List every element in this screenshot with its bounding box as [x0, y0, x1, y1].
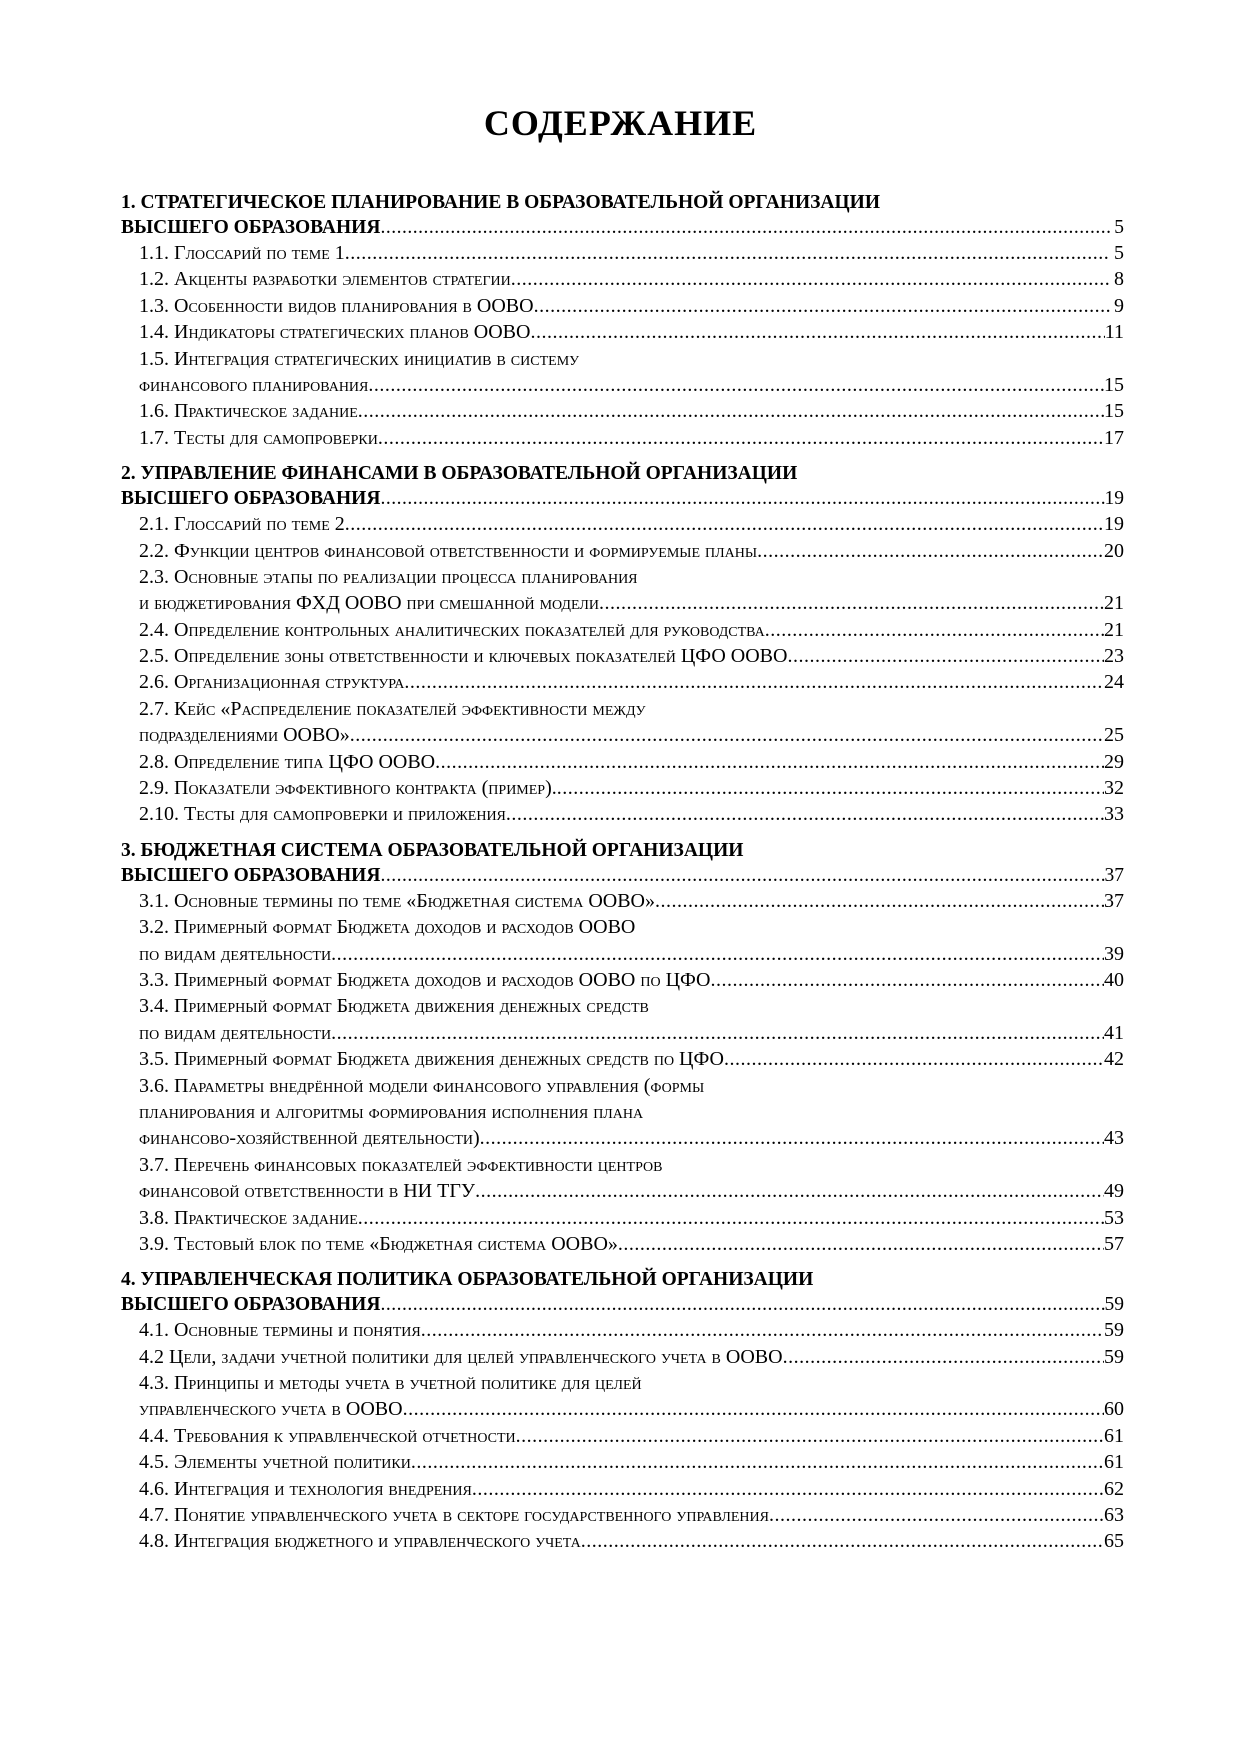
toc-entry[interactable]: [121, 1046, 1124, 1072]
dot-leader: [516, 1423, 1104, 1449]
entry-text: 2.9. Показатели эффективного контракта (пример).: [139, 777, 557, 800]
entry-text: 2.5. Определение зоны ответственности и ключевых показателей ЦФО ООВО: [139, 645, 788, 668]
entry-text: ВЫСШЕГО ОБРАЗОВАНИЯ: [121, 488, 381, 510]
toc-entry[interactable]: [121, 319, 1124, 345]
page-number: 61: [1104, 1451, 1124, 1474]
page-number: 25: [1104, 724, 1124, 747]
dot-leader: [331, 941, 1104, 967]
dot-leader: [331, 1020, 1104, 1046]
entry-text: 3. БЮДЖЕТНАЯ СИСТЕМА ОБРАЗОВАТЕЛЬНОЙ ОРГАНИЗАЦИИ: [121, 839, 744, 861]
chapter-section: [121, 190, 1124, 451]
dot-leader: [421, 1317, 1104, 1343]
dot-leader: [511, 266, 1110, 292]
dot-leader: [411, 1449, 1104, 1475]
page-number: 20: [1104, 539, 1124, 562]
page-title: СОДЕРЖАНИЕ: [483, 103, 758, 143]
entry-text: 3.6. Параметры внедрённой модели финансового управления (формы: [139, 1074, 705, 1097]
toc-entry[interactable]: [121, 1502, 1124, 1528]
dot-leader: [534, 293, 1110, 319]
toc-entry[interactable]: [121, 398, 1124, 424]
page-number: 21: [1104, 592, 1124, 615]
toc-entry[interactable]: [121, 1125, 1124, 1151]
dot-leader: [480, 1125, 1104, 1151]
entry-text: 1.1. Глоссарий по теме 1: [139, 242, 345, 264]
toc-entry[interactable]: [121, 722, 1124, 748]
toc-entry[interactable]: [121, 1317, 1124, 1343]
chapter-section: [121, 838, 1124, 1257]
entry-text: подразделениями ООВО»: [139, 724, 350, 747]
entry-text: 3.8. Практическое задание: [139, 1206, 358, 1229]
page-number: 65: [1104, 1530, 1124, 1553]
dot-leader: [345, 240, 1110, 266]
toc-entry[interactable]: [121, 801, 1124, 827]
chapter-heading-entry[interactable]: [121, 863, 1124, 888]
entry-text: 4.1. Основные термины и понятия: [139, 1319, 421, 1342]
chapter-heading-entry[interactable]: [121, 486, 1124, 511]
toc-entry[interactable]: [121, 425, 1124, 451]
dot-leader: [618, 1231, 1104, 1257]
toc-entry[interactable]: [121, 775, 1124, 801]
dot-leader: [380, 486, 1104, 511]
page-number: 43: [1104, 1127, 1124, 1150]
dot-leader: [787, 643, 1104, 669]
entry-text: ВЫСШЕГО ОБРАЗОВАНИЯ: [121, 864, 381, 886]
dot-leader: [783, 1344, 1104, 1370]
entry-text: 2. УПРАВЛЕНИЕ ФИНАНСАМИ В ОБРАЗОВАТЕЛЬНОЙ ОРГАНИЗАЦИИ: [121, 463, 798, 485]
entry-text: 3.4. Примерный формат Бюджета движения денежных средств: [139, 995, 649, 1018]
page-number: 17: [1104, 426, 1124, 449]
page-number: 5: [1114, 217, 1124, 238]
toc-entry[interactable]: [121, 346, 1124, 372]
page-number: 59: [1104, 1345, 1124, 1368]
page-number: 32: [1104, 777, 1124, 800]
entry-text: 1.5. Интеграция стратегических инициатив в систему: [139, 347, 580, 370]
toc-entry[interactable]: [121, 1099, 1124, 1125]
page-number: 8: [1114, 268, 1124, 291]
chapter-heading[interactable]: [121, 1267, 1124, 1292]
toc-entry[interactable]: [121, 749, 1124, 775]
dot-leader: [350, 722, 1104, 748]
page-number: 19: [1104, 488, 1124, 510]
page-number: 63: [1104, 1504, 1124, 1527]
entry-text: 4.2 Цели, задачи учетной политики для целей управленческого учета в ООВО: [139, 1345, 783, 1368]
toc-entry[interactable]: [121, 1073, 1124, 1099]
page-number: 37: [1104, 889, 1124, 912]
toc-entry[interactable]: [121, 1344, 1124, 1370]
toc-entry[interactable]: [121, 590, 1124, 616]
toc-entry[interactable]: [121, 643, 1124, 669]
page-number: 62: [1104, 1477, 1124, 1500]
toc-entry[interactable]: [121, 617, 1124, 643]
toc-entry[interactable]: [121, 1528, 1124, 1554]
entry-text: 3.9. Тестовый блок по теме «Бюджетная система ООВО»: [139, 1232, 618, 1255]
entry-text: 1. СТРАТЕГИЧЕСКОЕ ПЛАНИРОВАНИЕ В ОБРАЗОВАТЕЛЬНОЙ ОРГАНИЗАЦИИ: [121, 192, 880, 213]
dot-leader: [724, 1046, 1104, 1072]
dot-leader: [435, 749, 1104, 775]
dot-leader: [557, 775, 1104, 801]
dot-leader: [403, 1396, 1104, 1422]
dot-leader: [472, 1476, 1104, 1502]
dot-leader: [769, 1502, 1104, 1528]
toc-entry[interactable]: [121, 293, 1124, 319]
entry-text: 2.8. Определение типа ЦФО ООВО: [139, 750, 436, 773]
page-number: 40: [1104, 968, 1124, 991]
dot-leader: [345, 511, 1104, 537]
dot-leader: [380, 863, 1104, 888]
entry-text: 1.2. Акценты разработки элементов стратегии: [139, 268, 511, 291]
dot-leader: [765, 617, 1104, 643]
dot-leader: [711, 967, 1105, 993]
page-number: 9: [1114, 294, 1124, 317]
dot-leader: [599, 590, 1104, 616]
page-number: 11: [1104, 321, 1124, 344]
entry-text: 4.5. Элементы учетной политики: [139, 1451, 411, 1474]
entry-text: 2.4. Определение контрольных аналитических показателей для руководства: [139, 618, 765, 641]
page-number: 42: [1104, 1048, 1124, 1071]
toc-entry[interactable]: [121, 1396, 1124, 1422]
chapter-heading-entry[interactable]: [121, 215, 1124, 240]
entry-text: и бюджетирования ФХД ООВО при смешанной модели: [139, 592, 599, 615]
dot-leader: [530, 319, 1104, 345]
entry-text: финансовой ответственности в НИ ТГУ: [139, 1180, 476, 1203]
entry-text: ВЫСШЕГО ОБРАЗОВАНИЯ: [121, 1294, 381, 1316]
toc-entry[interactable]: [121, 1231, 1124, 1257]
toc-entry[interactable]: [121, 240, 1124, 266]
dot-leader: [368, 372, 1104, 398]
entry-text: 2.7. Кейс «Распределение показателей эффективности между: [139, 697, 646, 720]
entry-text: 3.3. Примерный формат Бюджета доходов и расходов ООВО по ЦФО: [139, 968, 711, 991]
toc-entry[interactable]: [121, 1370, 1124, 1396]
page-number: 15: [1104, 373, 1124, 396]
dot-leader: [380, 1292, 1104, 1317]
toc-entry[interactable]: [121, 372, 1124, 398]
dot-leader: [378, 425, 1104, 451]
entry-text: 4.8. Интеграция бюджетного и управленческого учета: [139, 1530, 581, 1553]
toc-entry[interactable]: [121, 914, 1124, 940]
entry-text: 3.1. Основные термины по теме «Бюджетная система ООВО»: [139, 889, 655, 912]
page-number: 61: [1104, 1424, 1124, 1447]
entry-text: управленческого учета в ООВО: [139, 1398, 403, 1421]
entry-text: по видам деятельности: [139, 1021, 332, 1044]
chapter-heading[interactable]: [121, 190, 1124, 215]
entry-text: финансового планирования: [139, 373, 369, 396]
page-number: 57: [1104, 1232, 1124, 1255]
page-number: 39: [1104, 942, 1124, 965]
entry-text: ВЫСШЕГО ОБРАЗОВАНИЯ: [121, 217, 381, 238]
chapter-heading[interactable]: [121, 461, 1124, 486]
toc-entry[interactable]: [121, 564, 1124, 590]
page-number: 19: [1104, 513, 1124, 536]
entry-text: 3.2. Примерный формат Бюджета доходов и расходов ООВО: [139, 916, 636, 939]
dot-leader: [380, 215, 1110, 240]
page-number: 29: [1104, 750, 1124, 773]
page-number: 15: [1104, 400, 1124, 423]
dot-leader: [655, 888, 1104, 914]
entry-text: 1.4. Индикаторы стратегических планов ООВО: [139, 321, 531, 344]
dot-leader: [757, 538, 1104, 564]
page-number: 41: [1104, 1021, 1124, 1044]
chapter-heading[interactable]: [121, 838, 1124, 863]
chapter-section: [121, 1267, 1124, 1555]
dot-leader: [475, 1178, 1104, 1204]
toc-entry[interactable]: [121, 1178, 1124, 1204]
entry-text: 1.3. Особенности видов планирования в ООВО: [139, 294, 534, 317]
page-number: 5: [1114, 242, 1124, 264]
page-number: 33: [1104, 803, 1124, 826]
entry-text: 2.6. Организационная структура: [139, 671, 405, 694]
toc-entry[interactable]: [121, 669, 1124, 695]
toc-entry[interactable]: [121, 1476, 1124, 1502]
page-number: 53: [1104, 1206, 1124, 1229]
entry-text: 2.2. Функции центров финансовой ответственности и формируемые планы: [139, 539, 758, 562]
entry-text: 4. УПРАВЛЕНЧЕСКАЯ ПОЛИТИКА ОБРАЗОВАТЕЛЬНОЙ ОРГАНИЗАЦИИ: [121, 1269, 814, 1291]
toc-entry[interactable]: [121, 967, 1124, 993]
entry-text: 1.6. Практическое задание: [139, 400, 358, 423]
page-number: 60: [1104, 1398, 1124, 1421]
toc-entry[interactable]: [121, 511, 1124, 537]
entry-text: финансово-хозяйственной деятельности): [139, 1127, 480, 1150]
page-number: 49: [1104, 1180, 1124, 1203]
page-number: 59: [1104, 1294, 1124, 1316]
entry-text: 2.3. Основные этапы по реализации процесса планирования: [139, 565, 638, 588]
entry-text: планирования и алгоритмы формирования исполнения плана: [139, 1100, 644, 1123]
toc-entry[interactable]: [121, 266, 1124, 292]
toc-entry[interactable]: [121, 538, 1124, 564]
page-number: 23: [1104, 645, 1124, 668]
chapter-heading-entry[interactable]: [121, 1292, 1124, 1317]
table-of-contents: [121, 190, 1124, 1565]
page-number: 21: [1104, 618, 1124, 641]
toc-entry[interactable]: [121, 888, 1124, 914]
toc-entry[interactable]: [121, 1020, 1124, 1046]
entry-text: 4.3. Принципы и методы учета в учетной политике для целей: [139, 1372, 642, 1395]
toc-entry[interactable]: [121, 696, 1124, 722]
toc-entry[interactable]: [121, 993, 1124, 1019]
dot-leader: [404, 669, 1104, 695]
toc-entry[interactable]: [121, 941, 1124, 967]
entry-text: 3.7. Перечень финансовых показателей эффективности центров: [139, 1153, 663, 1176]
toc-entry[interactable]: [121, 1449, 1124, 1475]
entry-text: 4.7. Понятие управленческого учета в секторе государственного управления: [139, 1504, 769, 1527]
entry-text: 3.5. Примерный формат Бюджета движения денежных средств по ЦФО: [139, 1048, 724, 1071]
toc-entry[interactable]: [121, 1152, 1124, 1178]
entry-text: 2.10. Тесты для самопроверки и приложения: [139, 803, 506, 826]
chapter-section: [121, 461, 1124, 828]
entry-text: по видам деятельности: [139, 942, 332, 965]
dot-leader: [358, 398, 1104, 424]
page-number: 37: [1104, 864, 1124, 886]
toc-entry[interactable]: [121, 1423, 1124, 1449]
page-number: 24: [1104, 671, 1124, 694]
dot-leader: [358, 1205, 1104, 1231]
entry-text: 4.6. Интеграция и технология внедрения: [139, 1477, 472, 1500]
dot-leader: [581, 1528, 1104, 1554]
entry-text: 1.7. Тесты для самопроверки: [139, 426, 378, 449]
entry-text: 2.1. Глоссарий по теме 2: [139, 513, 345, 536]
entry-text: 4.4. Требования к управленческой отчетности: [139, 1424, 516, 1447]
toc-entry[interactable]: [121, 1205, 1124, 1231]
page-number: 59: [1104, 1319, 1124, 1342]
dot-leader: [506, 801, 1104, 827]
